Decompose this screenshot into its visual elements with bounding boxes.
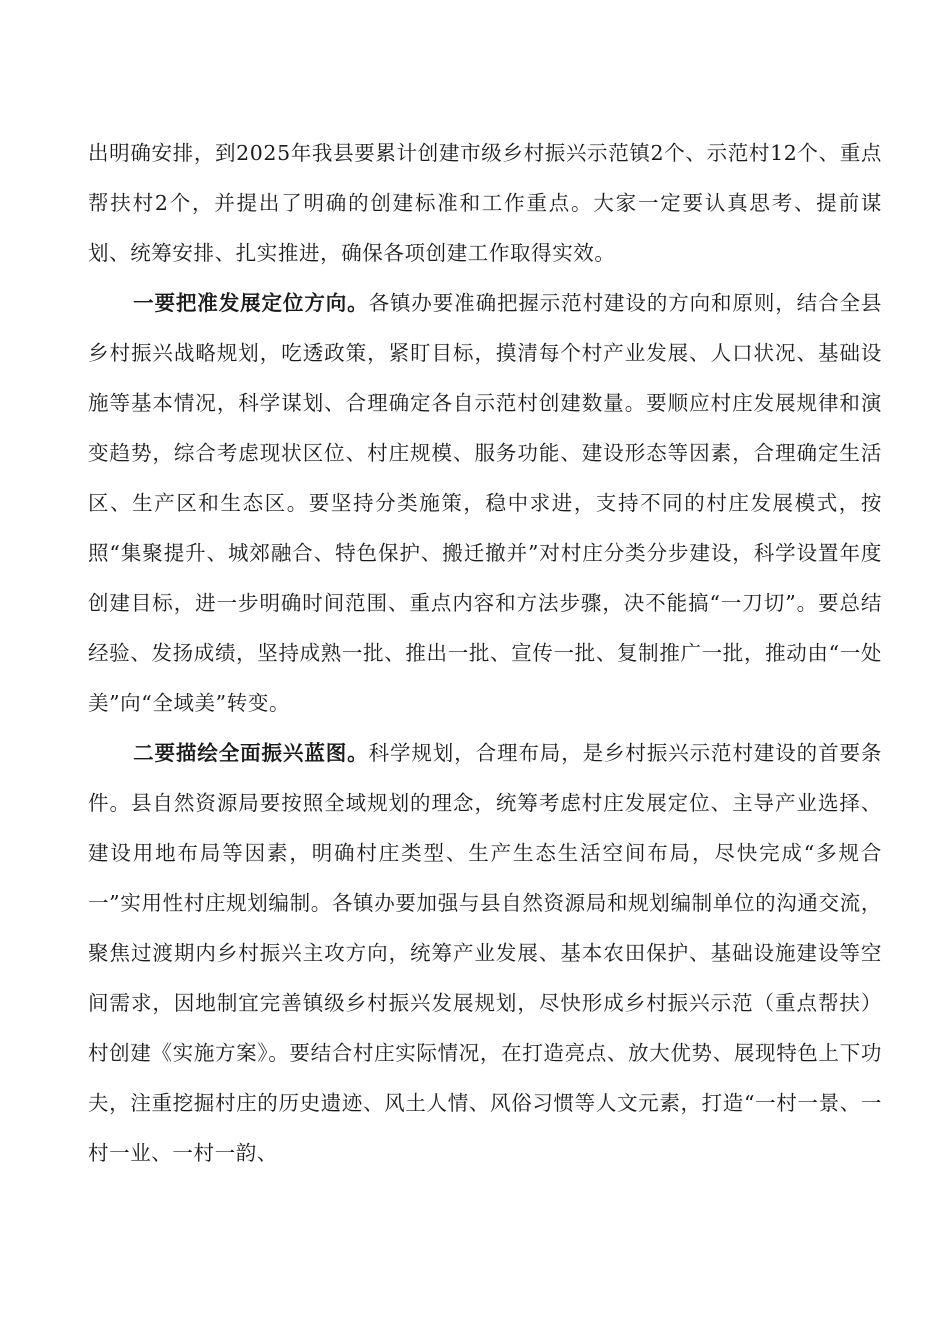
paragraph-blueprint-heading: 二要描绘全面振兴蓝图。 xyxy=(133,741,369,765)
paragraph-direction-heading: 一要把准发展定位方向。 xyxy=(133,291,369,315)
paragraph-blueprint-body: 科学规划，合理布局，是乡村振兴示范村建设的首要条件。县自然资源局要按照全域规划的理念，统筹考虑村庄发展定位、主导产业选择、建设用地布局等因素，明确村庄类型、生产生态生活空间布局，尽快完成“多规合一”实用性村庄规划编制。各镇办要加强与县自然资源局和规划编制单位的沟通交流，聚焦过渡期内乡村振兴主攻方向，统筹产业发展、基本农田保护、基础设施建设等空间需求，因地制宜完善镇级乡村振兴发展规划，尽快形成乡村振兴示范（重点帮扶）村创建《实施方案》。要结合村庄实际情况，在打造亮点、放大优势、展现特色上下功夫，注重挖掘村庄的历史遗迹、风土人情、风俗习惯等人文元素，打造“一村一景、一村一业、一村一韵、 xyxy=(88,741,882,1165)
paragraph-blueprint xyxy=(88,728,882,1178)
document-body xyxy=(88,128,882,1178)
paragraph-direction xyxy=(88,278,882,728)
paragraph-continuation: 出明确安排，到2025年我县要累计创建市级乡村振兴示范镇2个、示范村12个、重点帮扶村2个，并提出了明确的创建标准和工作重点。大家一定要认真思考、提前谋划、统筹安排、扎实推进，确保各项创建工作取得实效。 xyxy=(88,141,882,265)
paragraph-direction-body: 各镇办要准确把握示范村建设的方向和原则，结合全县乡村振兴战略规划，吃透政策，紧盯目标，摸清每个村产业发展、人口状况、基础设施等基本情况，科学谋划、合理确定各自示范村创建数量。要顺应村庄发展规律和演变趋势，综合考虑现状区位、村庄规模、服务功能、建设形态等因素，合理确定生活区、生产区和生态区。要坚持分类施策，稳中求进，支持不同的村庄发展模式，按照“集聚提升、城郊融合、特色保护、搬迁撤并”对村庄分类分步建设，科学设置年度创建目标，进一步明确时间范围、重点内容和方法步骤，决不能搞“一刀切”。要总结经验、发扬成绩，坚持成熟一批、推出一批、宣传一批、复制推广一批，推动由“一处美”向“全域美”转变。 xyxy=(88,291,882,715)
